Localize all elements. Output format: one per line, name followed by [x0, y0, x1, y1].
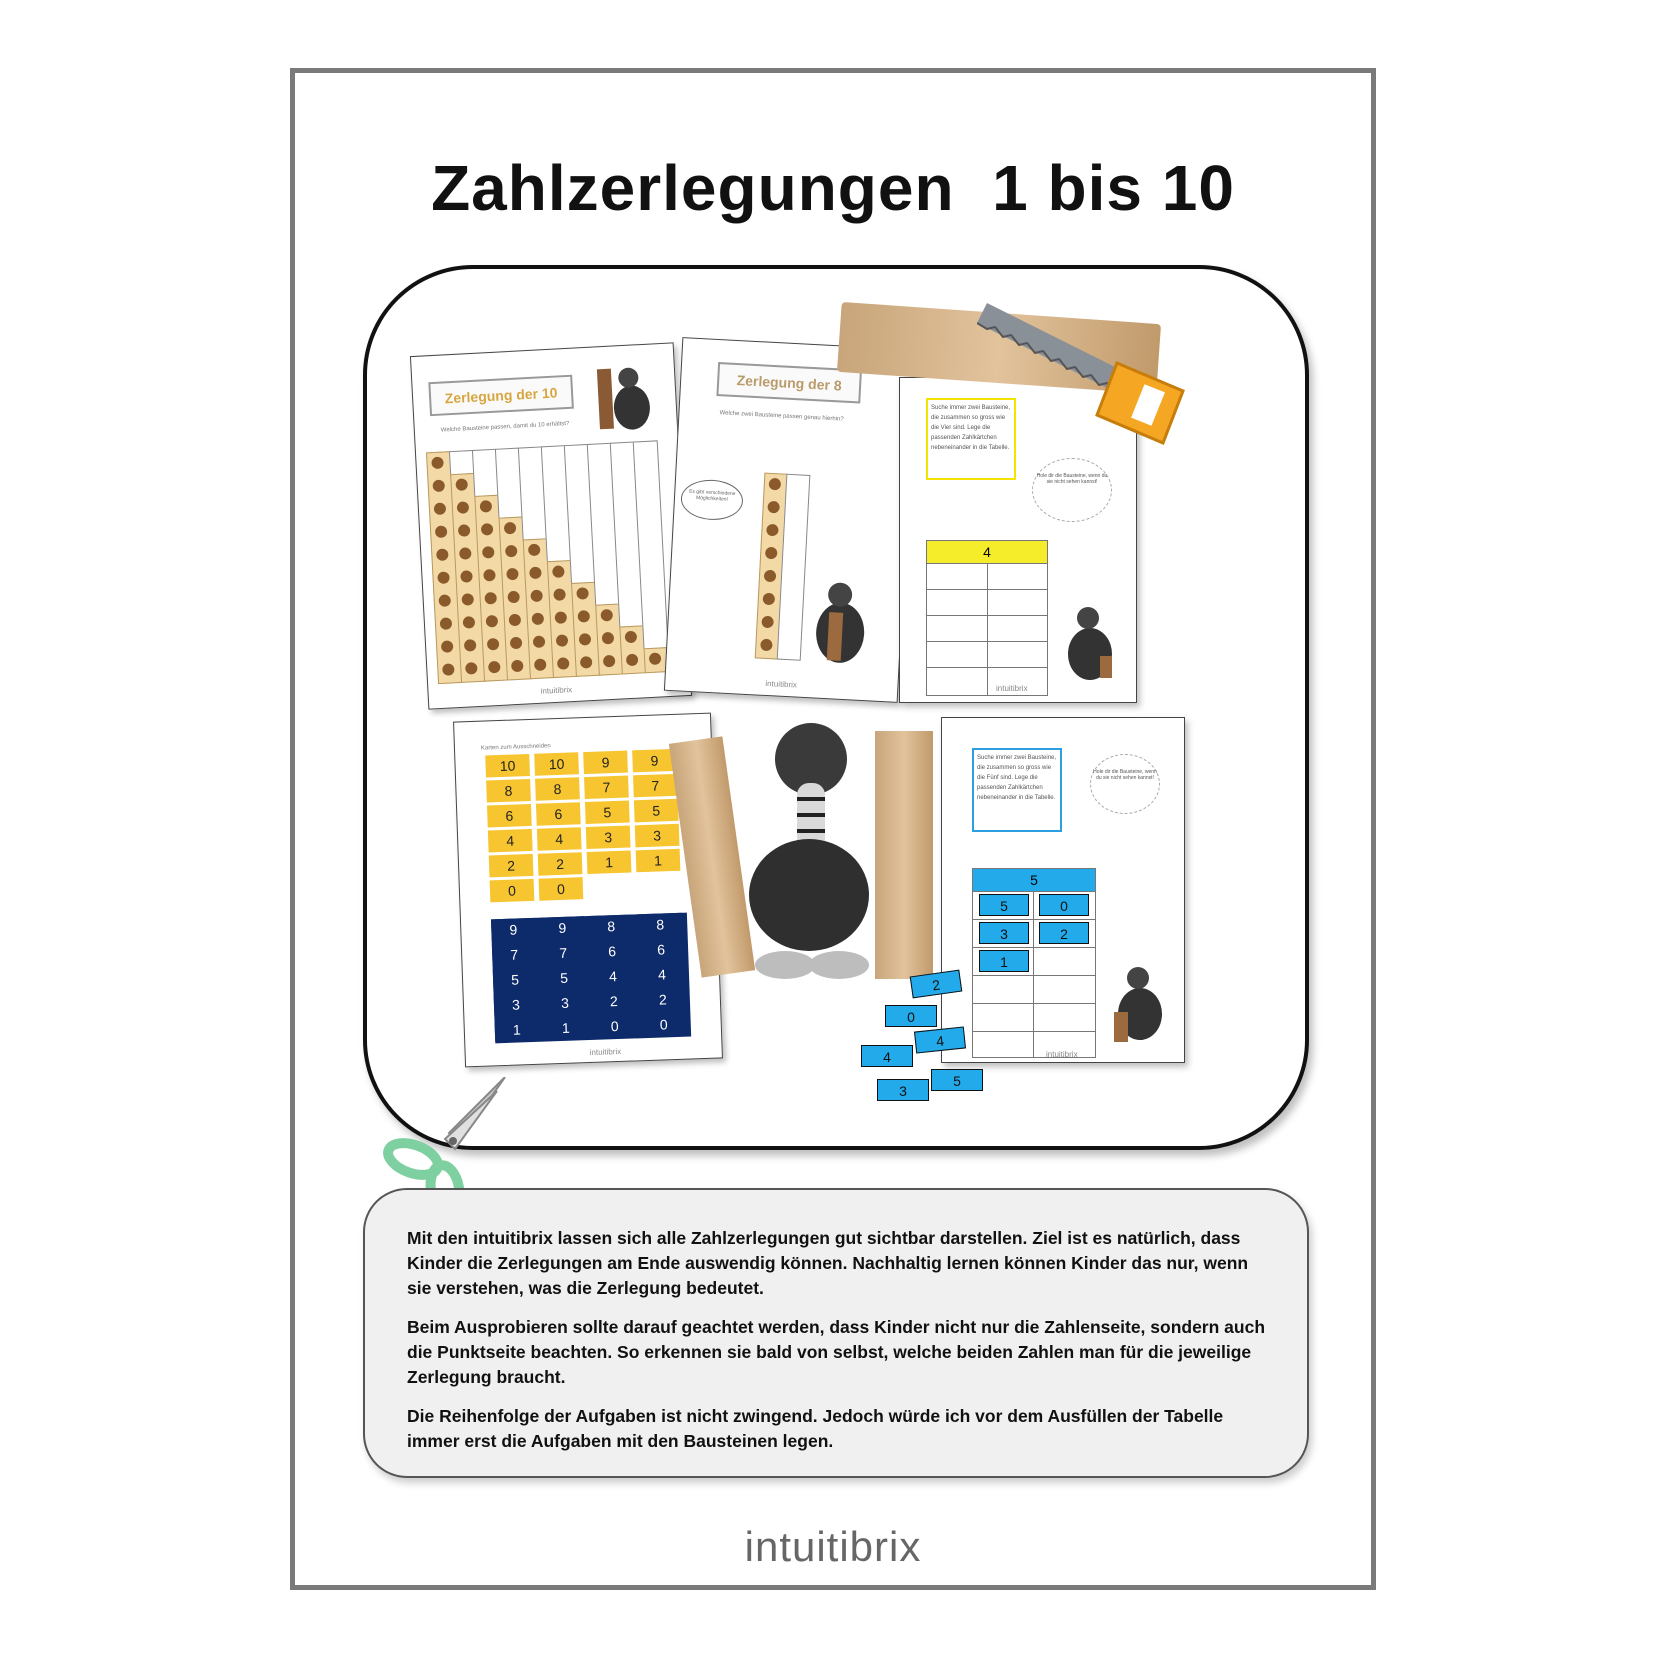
- table-card[interactable]: 2: [1039, 922, 1089, 944]
- table-header: 4: [927, 541, 1047, 563]
- hint-box: Suche immer zwei Bausteine, die zusammen so gross wie die Fünf sind. Lege die passenden Zahlkärtchen nebeneinander in die Tabelle.: [972, 748, 1062, 832]
- dot: [766, 524, 779, 537]
- number-card[interactable]: 6: [487, 804, 532, 828]
- sheet-title: Zerlegung der 10: [428, 375, 574, 416]
- loose-card[interactable]: 3: [877, 1079, 929, 1101]
- number-card[interactable]: 7: [584, 776, 629, 800]
- dot: [761, 616, 774, 629]
- sheet-zerlegung-8: [664, 337, 916, 703]
- saw-icon: [977, 283, 1197, 453]
- thought-text: Hole dir die Bausteine, wenn du sie nicht sehen kannst!: [1093, 769, 1157, 781]
- number-card[interactable]: 8: [535, 777, 580, 801]
- loose-card[interactable]: 4: [861, 1045, 913, 1067]
- number-card[interactable]: 8: [486, 779, 531, 803]
- number-card[interactable]: 1: [543, 1016, 588, 1040]
- table-card[interactable]: 1: [979, 950, 1029, 972]
- number-card[interactable]: 10: [485, 754, 530, 778]
- dot: [769, 478, 782, 491]
- number-card[interactable]: 4: [488, 829, 533, 853]
- number-card[interactable]: 9: [491, 918, 536, 942]
- number-card[interactable]: 1: [636, 849, 681, 873]
- blue-card-grid: [491, 913, 691, 1044]
- number-card[interactable]: 2: [489, 854, 534, 878]
- sheet-logo: intuitibrix: [996, 684, 1028, 693]
- number-card[interactable]: 3: [635, 824, 680, 848]
- number-card[interactable]: 6: [590, 939, 635, 963]
- wooden-block-4-6: [875, 731, 933, 979]
- table-card[interactable]: 0: [1039, 894, 1089, 916]
- number-card[interactable]: 6: [639, 938, 684, 962]
- brand-logo: [295, 1523, 1371, 1571]
- dot: [760, 639, 773, 652]
- number-card[interactable]: 8: [638, 913, 683, 937]
- page-title: Zahlzerlegungen 1 bis 10: [431, 152, 1235, 224]
- sheet-logo: intuitibrix: [589, 1046, 622, 1058]
- dot: [767, 501, 780, 514]
- number-card[interactable]: 9: [632, 749, 677, 773]
- sheet-title: Zerlegung der 8: [716, 362, 862, 403]
- number-card[interactable]: 0: [592, 1014, 637, 1038]
- number-card[interactable]: 8: [589, 914, 634, 938]
- decomposition-table-4: [926, 540, 1048, 696]
- sheet-instruction: Welche Bausteine passen, damit du 10 erhältst?: [440, 420, 570, 434]
- number-card[interactable]: 2: [640, 988, 685, 1012]
- table-header: 5: [973, 869, 1095, 891]
- loose-card[interactable]: 4: [914, 1026, 966, 1053]
- bird-figure: [1060, 598, 1120, 688]
- hint-box: Suche immer zwei Bausteine, die zusammen so gross wie die Vier sind. Lege die passenden Zahlkärtchen nebeneinander in die Tabelle.: [926, 398, 1016, 480]
- speech-bubble: [680, 478, 744, 521]
- number-card[interactable]: 2: [592, 989, 637, 1013]
- brand-name: intuitibrix: [744, 1523, 922, 1570]
- number-card[interactable]: 7: [492, 943, 537, 967]
- loose-card[interactable]: 5: [931, 1069, 983, 1091]
- number-card[interactable]: 4: [640, 963, 685, 987]
- number-card[interactable]: 9: [583, 751, 628, 775]
- number-card[interactable]: 4: [591, 964, 636, 988]
- number-card[interactable]: 1: [494, 1018, 539, 1042]
- description-paragraph-1: Mit den intuitibrix lassen sich alle Zahlzerlegungen gut sichtbar darstellen. Ziel ist es natürlich, dass Kinder die Zerlegungen am Ende auswendig können. Nachhaltig lernen können Kinder das nur, wenn sie verstehen, was die Zerlegung bedeutet.: [407, 1228, 1249, 1298]
- dot: [764, 570, 777, 583]
- number-card[interactable]: 7: [541, 941, 586, 965]
- number-card[interactable]: 10: [534, 752, 579, 776]
- sheet-table-5: [941, 717, 1185, 1063]
- dot-stairs: [426, 440, 674, 692]
- number-card[interactable]: 3: [543, 991, 588, 1015]
- description-paragraph-3: Die Reihenfolge der Aufgaben ist nicht zwingend. Jedoch würde ich vor dem Ausfüllen der Tabelle immer erst die Aufgaben mit den Bausteinen legen.: [407, 1406, 1224, 1451]
- number-card[interactable]: 4: [537, 827, 582, 851]
- sheet-logo: intuitibrix: [540, 685, 573, 696]
- decomposition-table-5: [972, 868, 1096, 1058]
- description-paragraph-2: Beim Ausprobieren sollte darauf geachtet werden, dass Kinder nicht nur die Zahlenseite, sondern auch die Punktseite beachten. So erkennen sie bald von selbst, welche beiden Zahlen man für die jeweilige Zerlegung braucht.: [407, 1317, 1266, 1387]
- bird-figure: [802, 571, 877, 675]
- number-card[interactable]: 9: [540, 916, 585, 940]
- number-card[interactable]: 3: [586, 826, 631, 850]
- bird-figure: [591, 359, 655, 442]
- number-card[interactable]: 6: [536, 802, 581, 826]
- number-card[interactable]: 0: [490, 879, 535, 903]
- bubble-text: Es gibt verschiedene Möglichkeiten!: [688, 488, 736, 503]
- number-card[interactable]: 5: [585, 801, 630, 825]
- thought-text: Hole dir die Bausteine, wenn du sie nicht sehen kannst!: [1036, 473, 1108, 485]
- description-box: [363, 1188, 1309, 1478]
- number-card[interactable]: 7: [633, 774, 678, 798]
- table-card[interactable]: 3: [979, 922, 1029, 944]
- yellow-card-grid: [485, 749, 686, 906]
- number-card[interactable]: 1: [587, 850, 632, 874]
- dot: [763, 593, 776, 606]
- table-card[interactable]: 5: [979, 894, 1029, 916]
- number-card[interactable]: 5: [634, 799, 679, 823]
- bird-figure: [1108, 958, 1168, 1048]
- thought-burst: [1090, 754, 1160, 814]
- preview-frame: [363, 265, 1309, 1150]
- sheet-instruction: Welche zwei Bausteine passen genau hierhin?: [719, 410, 844, 423]
- sheet-heading: Karten zum Ausschneiden: [480, 743, 551, 752]
- bird-plush: [739, 719, 879, 989]
- loose-card[interactable]: 0: [885, 1005, 937, 1027]
- loose-card[interactable]: 2: [910, 970, 963, 999]
- number-card[interactable]: 2: [538, 852, 583, 876]
- dot: [765, 547, 778, 560]
- sheet-logo: intuitibrix: [1046, 1050, 1078, 1059]
- number-card[interactable]: 0: [641, 1013, 686, 1037]
- sheet-logo: intuitibrix: [765, 678, 798, 690]
- number-card[interactable]: 3: [494, 993, 539, 1017]
- sheet-zerlegung-10: [410, 342, 692, 709]
- number-card[interactable]: 5: [542, 966, 587, 990]
- worksheet-page: [290, 68, 1376, 1590]
- thought-burst: [1032, 458, 1112, 522]
- number-card[interactable]: 0: [539, 877, 584, 901]
- number-card[interactable]: 5: [493, 968, 538, 992]
